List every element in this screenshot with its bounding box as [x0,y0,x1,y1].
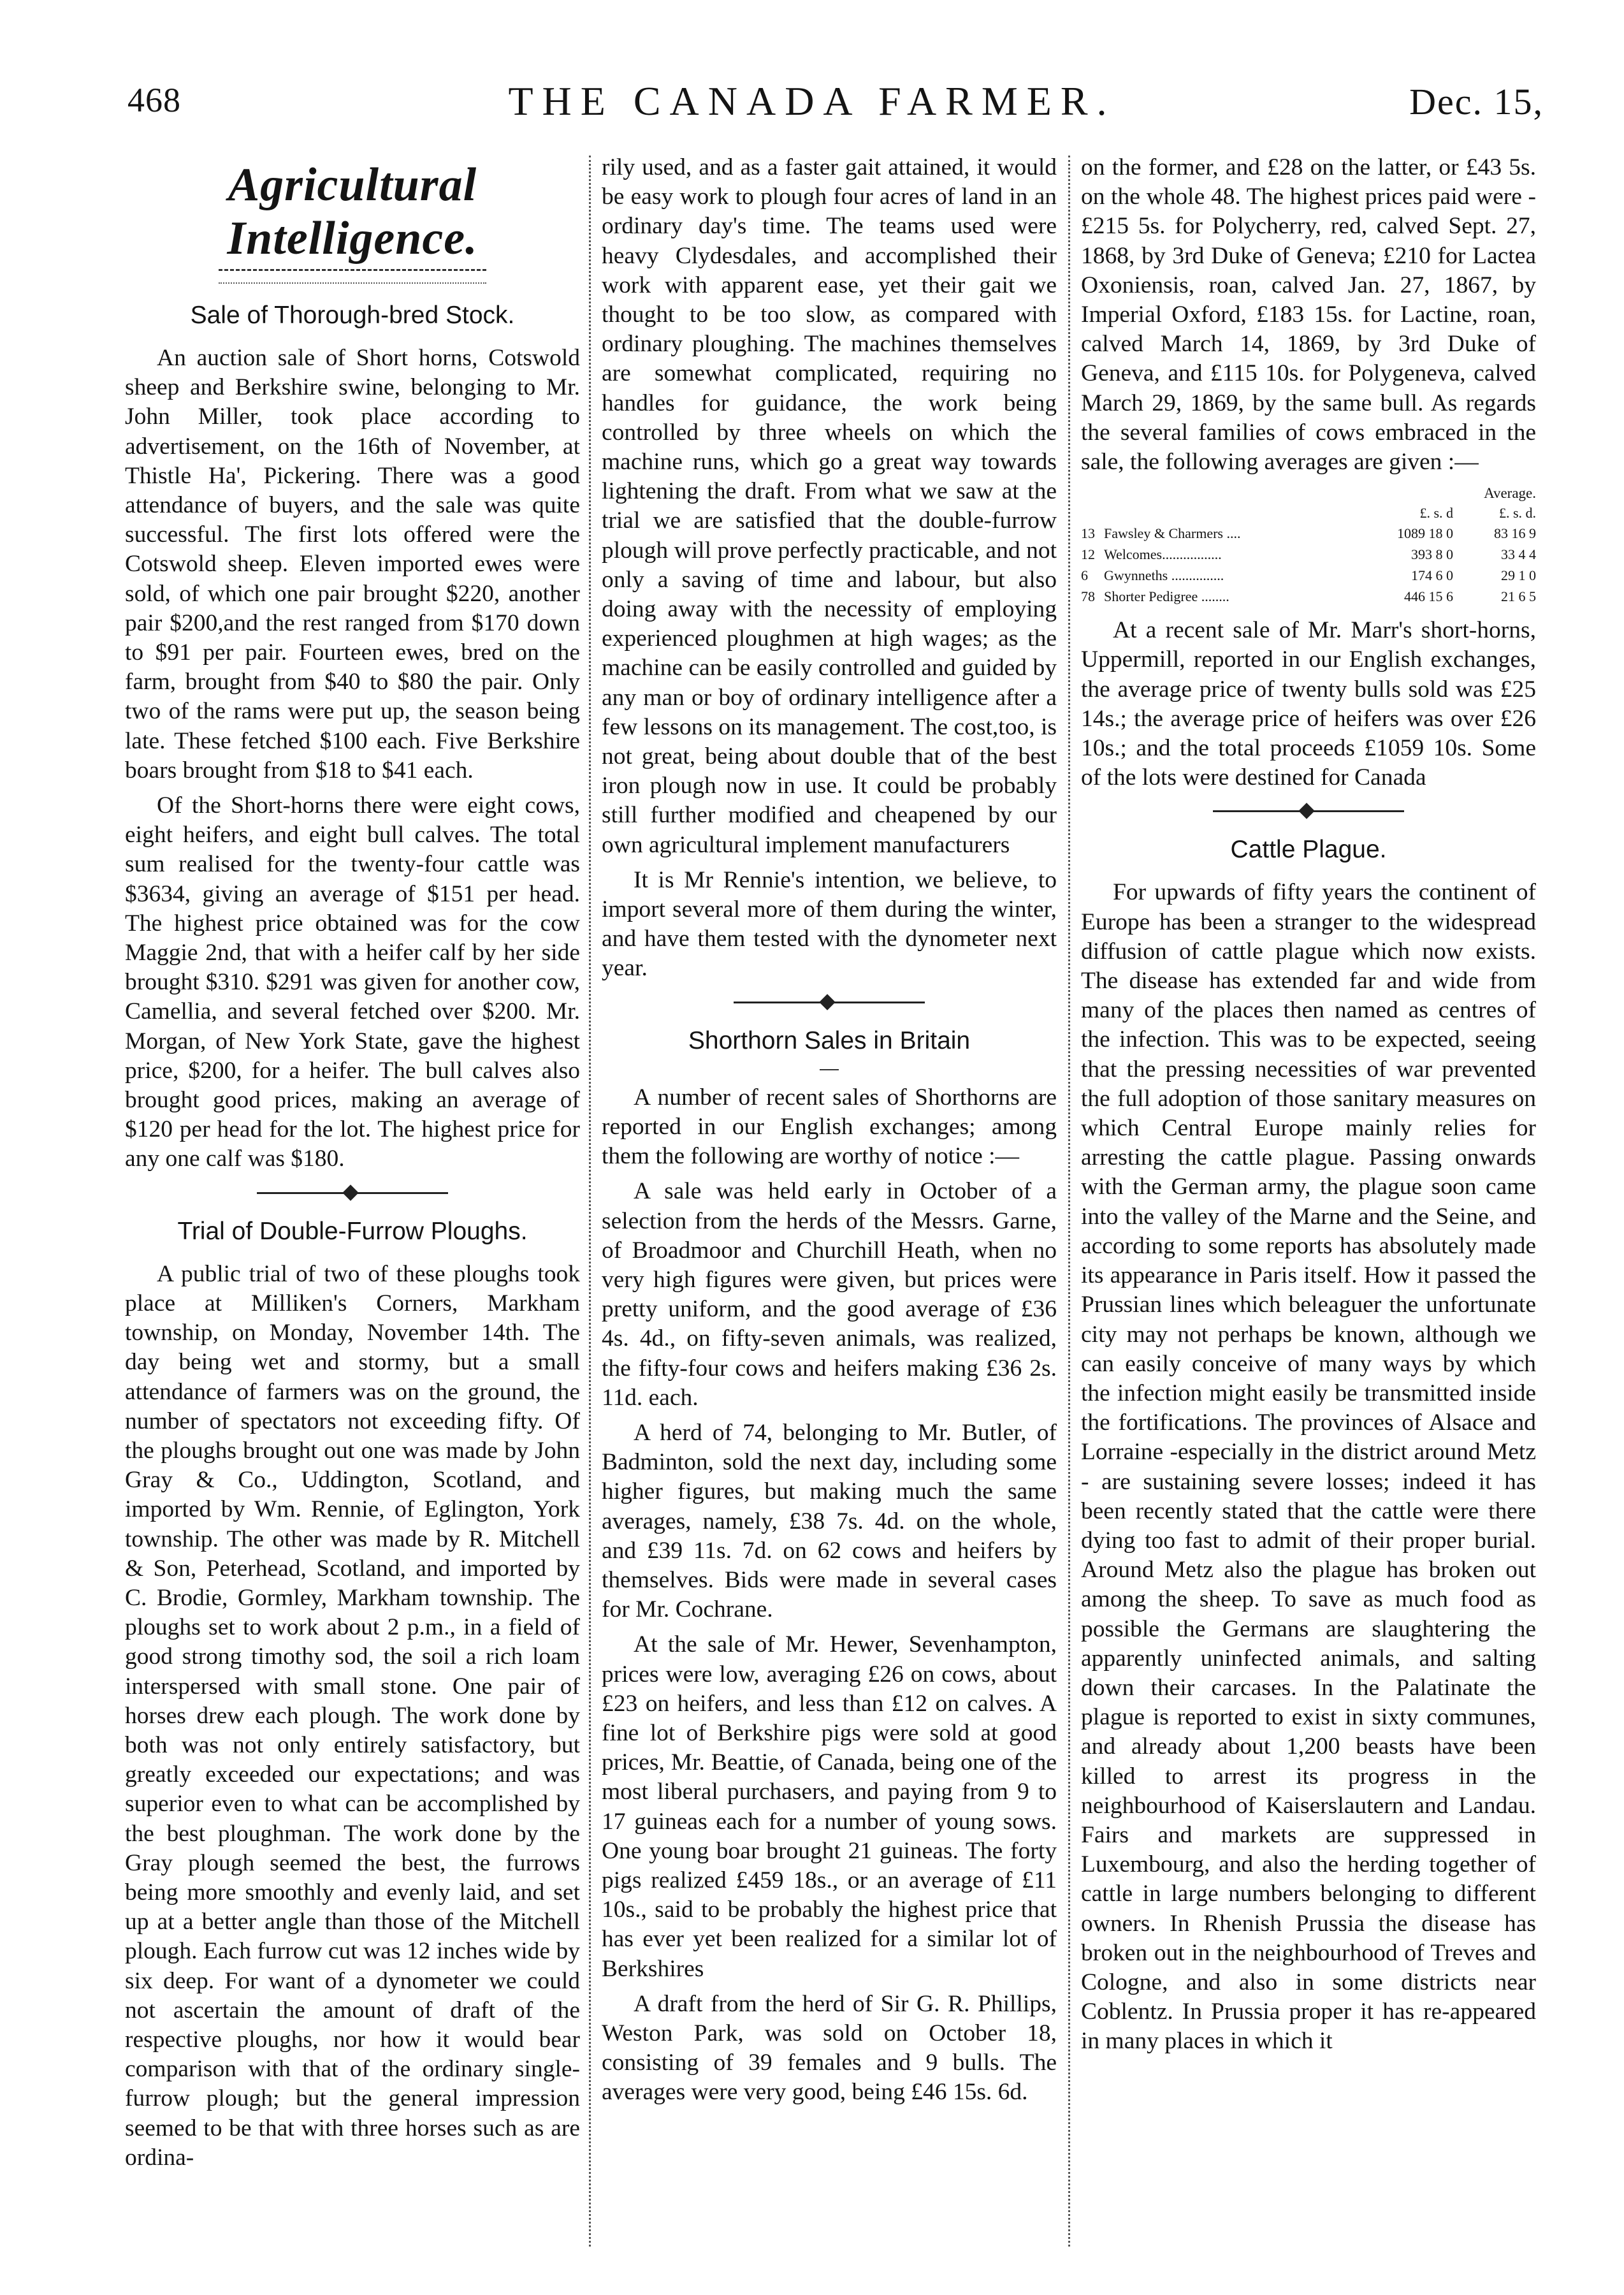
article-title: Sale of Thorough-bred Stock. [190,302,515,329]
column-divider [589,156,591,2247]
page-header [0,0,1624,127]
section-heading: Agricultural Intelligence. [227,159,478,265]
table-cell: 13 [1081,525,1095,542]
ornament-rule [734,994,925,1010]
table-header: £. s. d. [1498,505,1536,521]
table-cell: 1089 18 0 [1397,525,1453,542]
table-header-row [1081,504,1536,523]
paragraph: An auction sale of Short horns, Cotswold sheep and Berkshire swine, belonging to Mr. John Miller, took place according to advertisement, on the 16th of November, at Thistle Ha', Pickering. There was a good attendance of buyers, and the sale was quite successful. The first lots offered were the Cotswold sheep. Eleven imported ewes were sold, of which one pair brought $220, another pair $200,and the rest ranged from $170 down to $91 per pair. Fourteen ewes, bred on the farm, brought from $40 to $80 the pair. Only two of the rams were put up, the season being late. These fetched $100 each. Five Berkshire boars brought from $18 to $41 each. [125,345,580,783]
table-cell: Gwynneths ............... [1104,567,1224,584]
table-cell: 29 1 0 [1501,567,1536,584]
article-title: Cattle Plague. [1230,836,1387,864]
paragraph: A draft from the herd of Sir G. R. Phillips, Weston Park, was sold on October 18, consisting of 39 females and 9 bulls. The averages were very good, being £46 15s. 6d. [602,1990,1057,2106]
article-title: Trial of Double-Furrow Ploughs. [177,1217,528,1245]
table-cell: Fawsley & Charmers .... [1104,525,1241,542]
ornament-rule [257,1184,448,1201]
table-row [1081,523,1536,544]
paragraph: A sale was held early in October of a selection from the herds of the Messrs. Garne, of Broadmoor and Churchill Heath, when no very high figures were given, but prices were pretty uniform, and the good average of £36 4s. 4d., on fifty-seven animals, was realized, the fifty-four cows and heifers making £36 2s. 11d. each. [602,1178,1057,1411]
table-cell: 83 16 9 [1494,525,1536,542]
paragraph: It is Mr Rennie's intention, we believe, to import several more of them during the winter, and have them tested with the dynometer next year. [602,866,1057,982]
paragraph: At the sale of Mr. Hewer, Sevenhampton, prices were low, averaging £26 on cows, about £23 on heifers, and less than £12 on calves. A fine lot of Berkshire pigs were sold at good prices, Mr. Beattie, of Canada, being one of the most liberal purchasers, and paying from 9 to 17 guineas each for a number of young sows. One young boar brought 21 guineas. The forty pigs realized £459 18s., or an average of £11 10s., said to be probably the highest price that has ever yet been realized for a similar lot of Berkshires [602,1631,1057,1982]
paragraph: For upwards of fifty years the continent of Europe has been a stranger to the widespread diffusion of cattle plague which now exists. The disease has extended far and wide from many of the places then named as centres of the infection. This was to be expected, seeing that the pressing necessities of war prevented the full adoption of those sanitary measures on which Central Europe mainly relies for arresting the cattle plague. Passing onwards with the German army, the plague soon came into the valley of the Marne and the Seine, and according to some reports has absolutely made its appearance in Paris itself. How it passed the Prussian lines which beleaguer the unfortunate city may not perhaps be known, although we can easily conceive of many ways by which the infection might easily be transmitted inside the fortifications. The provinces of Alsace and Lorraine -especially in the district around Metz - are sustaining severe losses; indeed it has been recently stated that the cattle were there dying too fast to admit of their proper burial. Around Metz also the plague has broken out among the sheep. To save as much food as possible the Germans are slaughtering the apparently uninfected animals, and salting down their carcases. In the Palatinate the plague is reported to exist in sixty communes, and already about 1,200 beasts have been killed to arrest its progress in the neighbourhood of Kaiserslautern and Landau. Fairs and markets are suppressed in Luxembourg, and also the herding together of cattle in large numbers belonging to different owners. In Rhenish Prussia the disease has broken out in the neighbourhood of Treves and Cologne, and also in some districts near Coblentz. In Prussia proper it has re-appeared in many places in which it [1081,879,1536,2055]
table-cell: 12 [1081,546,1095,563]
journal-title: THE CANADA FARMER. [508,78,1116,124]
page-number: 468 [127,81,181,119]
table-cell: Shorter Pedigree ........ [1104,588,1229,605]
paragraph: on the former, and £28 on the latter, or £43 5s. on the whole 48. The highest prices paid were - £215 5s. for Polycherry, red, calved Sept. 27, 1868, by 3rd Duke of Geneva; £210 for Lactea Oxoniensis, roan, calved Jan. 27, 1867, by Imperial Oxford, £183 15s. for Lactine, roan, calved March 14, 1869, by 3rd Duke of Geneva, and £115 10s. for Polygeneva, calved March 29, 1869, by the same bull. As regards the several families of cows embraced in the sale, the following averages are given :— [1081,154,1536,476]
decorative-rule [219,269,486,284]
ornament-rule [1213,803,1404,819]
short-rule [820,1069,839,1075]
table-row [1081,586,1536,607]
averages-table [1081,504,1536,607]
table-cell: 6 [1081,567,1088,584]
paragraph: A public trial of two of these ploughs took place at Milliken's Corners, Markham township, on Monday, November 14th. The day being wet and stormy, but a small attendance of farmers was on the ground, the number of spectators not exceeding fifty. Of the ploughs brought out one was made by John Gray & Co., Uddington, Scotland, and imported by Wm. Rennie, of Eglington, York township. The other was made by R. Mitchell & Son, Peterhead, Scotland, and imported by C. Brodie, Gormley, Markham township. The ploughs set to work about 2 p.m., in a field of good strong timothy sod, the soil a rich loam interspersed with small stone. One pair of horses drew each plough. The work done by both was not only entirely satisfactory, but greatly exceeded our expectations; and was superior even to what can be accomplished by the best ploughman. The work done by the Gray plough seemed the best, the furrows being more smoothly and evenly laid, and set up at a better angle than those of the Mitchell plough. Each furrow cut was 12 inches wide by six deep. For want of a dynometer we could not ascertain the amount of draft of the respective ploughs, nor how it would bear comparison with that of the ordinary single-furrow plough; but the general impression seemed to be that with three horses such as are ordina- [125,1260,580,2171]
paragraph: Of the Short-horns there were eight cows, eight heifers, and eight bull calves. The total sum realised for the twenty-four cattle was $3634, giving an average of $151 per head. The highest price obtained was for the cow Maggie 2nd, that with a heifer calf by her side brought $310. $291 was given for another cow, Camellia, and several fetched over $200. Mr. Morgan, of New York State, gave the highest price, $200, for a heifer. The bull calves also brought good prices, making an average of $120 per head for the lot. The highest price for any one calf was $180. [125,792,580,1172]
table-cell: 174 6 0 [1411,567,1453,584]
table-cell: 78 [1081,588,1095,605]
column-divider [1068,156,1070,2247]
table-cell: 446 15 6 [1404,588,1453,605]
paragraph: At a recent sale of Mr. Marr's short-horns, Uppermill, reported in our English exchanges, the average price of twenty bulls sold was £25 14s.; the average price of heifers was over £26 10s.; and the total proceeds £1059 10s. Some of the lots were destined for Canada [1081,617,1536,791]
paragraph: A number of recent sales of Shorthorns are reported in our English exchanges; among them the following are worthy of notice :— [602,1084,1057,1170]
table-row [1081,544,1536,565]
column-2 [602,153,1057,2113]
column-3 [1081,153,1536,2062]
table-cell: 393 8 0 [1411,546,1453,563]
table-cell: Welcomes................. [1104,546,1222,563]
table-cell: 21 6 5 [1501,588,1536,605]
table-cell: 33 4 4 [1501,546,1536,563]
issue-date: Dec. 15, [1409,81,1544,122]
paragraph: rily used, and as a faster gait attained, it would be easy work to plough four acres of land in an ordinary day's time. The teams used were heavy Clydesdales, and accomplished their work with apparent ease, yet their gait we thought to be too slow, as compared with ordinary ploughing. The machines themselves are somewhat complicated, requiring no handles for guidance, the work being controlled by three wheels on which the machine runs, which go a great way towards lightening the draft. From what we saw at the trial we are satisfied that the double-furrow plough will prove perfectly practicable, and not only a saving of time and labour, but also doing away with the necessity of employing experienced ploughmen at high wages; as the machine can be easily controlled and guided by any man or boy of ordinary intelligence after a few lessons on its management. The cost,too, is not great, being about double that of the best iron plough now in use. It could be probably still further modified and cheapened by our own agricultural implement manufacturers [602,154,1057,858]
article-title: Shorthorn Sales in Britain [688,1026,971,1054]
table-row [1081,565,1536,586]
column-1 [125,153,580,2178]
paragraph: A herd of 74, belonging to Mr. Butler, of Badminton, sold the next day, including some higher figures, but making much the same averages, namely, £38 7s. 4d. on the whole, and £39 11s. 7d. on 62 cows and heifers by themselves. Bids were made in several cases for Mr. Cochrane. [602,1419,1057,1623]
table-title: Average. [1484,485,1536,502]
table-header: £. s. d [1419,505,1453,521]
